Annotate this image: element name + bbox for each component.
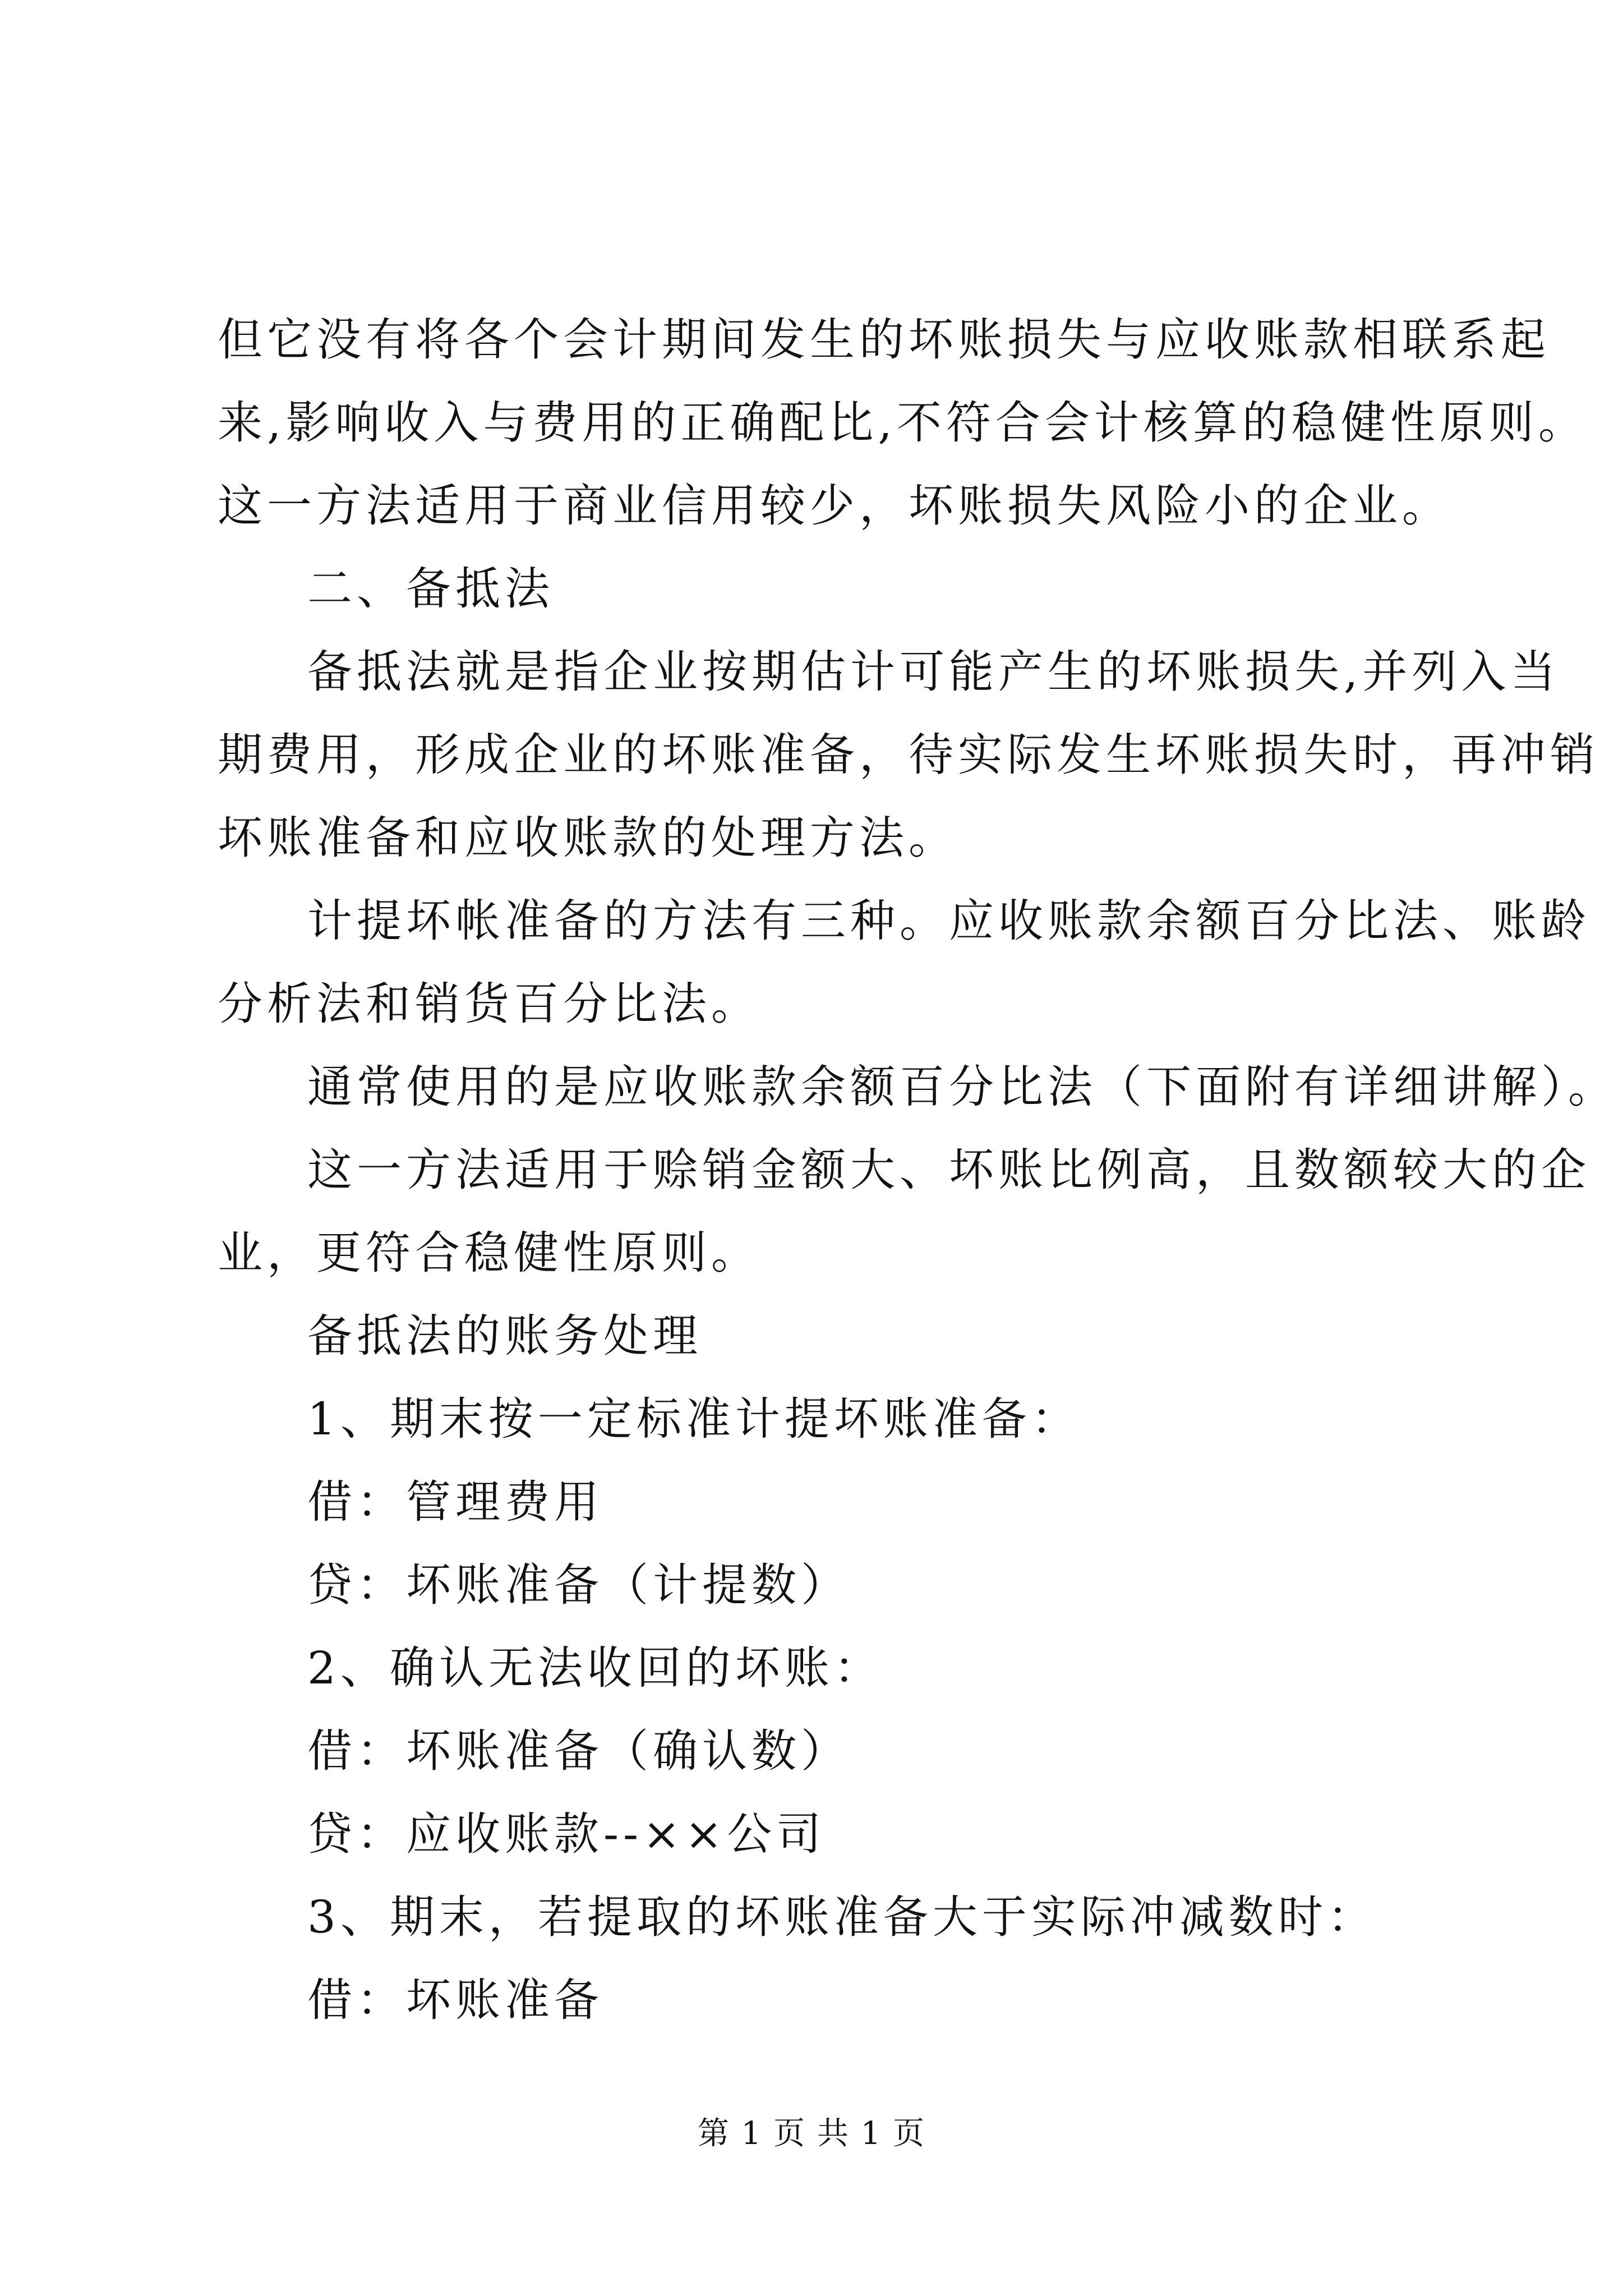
- list-item: 3、期末，若提取的坏账准备大于实际冲减数时：: [307, 1891, 1377, 1943]
- journal-entry-credit: 贷：坏账准备（计提数）: [307, 1559, 850, 1611]
- document-body: [218, 298, 1617, 2042]
- text-line: 分析法和销货百分比法。: [218, 978, 760, 1030]
- text-line: 计提坏帐准备的方法有三种。应收账款余额百分比法、账龄: [307, 895, 1590, 947]
- journal-entry-credit: 贷：应收账款--××公司: [307, 1808, 826, 1860]
- text-line: 但它没有将各个会计期间发生的坏账损失与应收账款相联系起: [218, 314, 1550, 366]
- section-heading: 二、备抵法: [307, 563, 554, 615]
- text-line: 这一方法适用于赊销金额大、坏账比例高，且数额较大的企: [307, 1144, 1590, 1196]
- list-item: 1、期末按一定标准计提坏账准备：: [307, 1393, 1081, 1445]
- text-line: 备抵法就是指企业按期估计可能产生的坏账损失,并列入当: [307, 646, 1560, 698]
- text-line: 坏账准备和应收账款的处理方法。: [218, 812, 958, 864]
- journal-entry-debit: 借：坏账准备（确认数）: [307, 1725, 850, 1777]
- list-item: 2、确认无法收回的坏账：: [307, 1642, 883, 1694]
- text-line: 通常使用的是应收账款余额百分比法（下面附有详细讲解）。: [307, 1061, 1617, 1113]
- text-line: 业，更符合稳健性原则。: [218, 1227, 760, 1279]
- text-line: 来,影响收入与费用的正确配比,不符合会计核算的稳健性原则。: [218, 397, 1588, 449]
- subheading: 备抵法的账务处理: [307, 1310, 702, 1362]
- journal-entry-debit: 借：管理费用: [307, 1476, 603, 1528]
- text-line: 这一方法适用于商业信用较少，坏账损失风险小的企业。: [218, 480, 1451, 532]
- journal-entry-debit: 借：坏账准备: [307, 1974, 603, 2026]
- page-footer: 第 1 页 共 1 页: [697, 2115, 926, 2152]
- text-line: 期费用，形成企业的坏账准备，待实际发生坏账损失时，再冲销: [218, 729, 1599, 781]
